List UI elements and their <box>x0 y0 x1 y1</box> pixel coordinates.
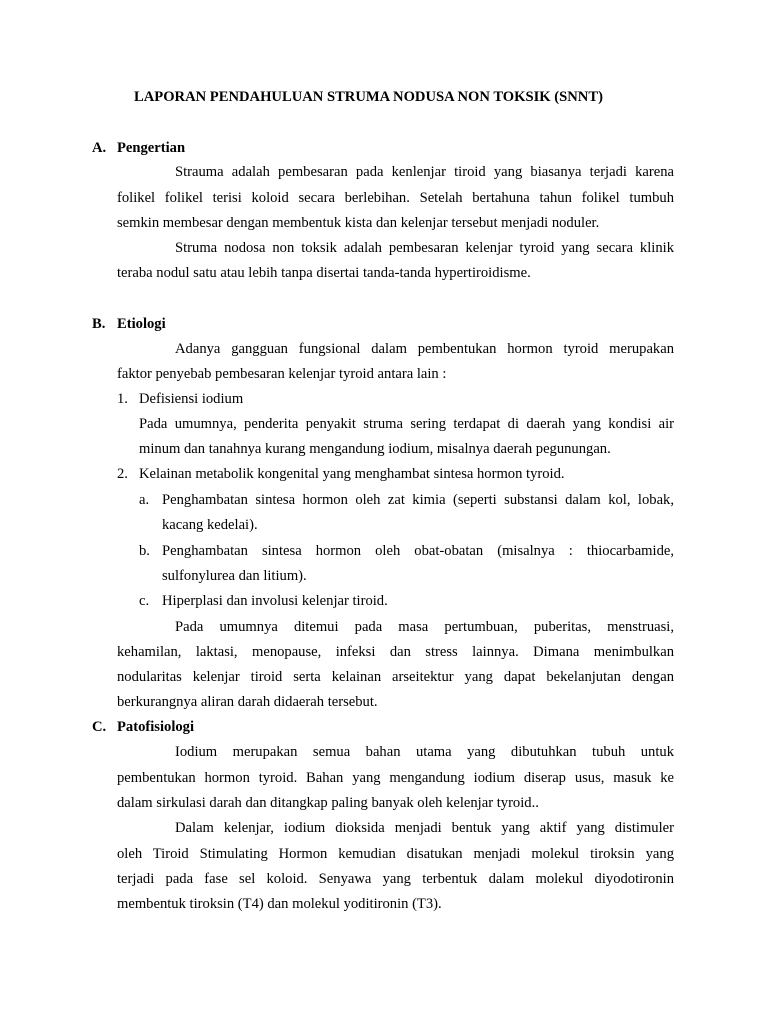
paragraph-line: Adanya gangguan fungsional dalam pembentukan hormon tyroid merupakan <box>175 341 674 357</box>
paragraph-line: folikel folikel terisi koloid secara berlebihan. Setelah bertahuna tahun folikel tumbuh <box>117 190 674 206</box>
list-marker-1: 1. <box>117 391 128 407</box>
paragraph-line: Strauma adalah pembesaran pada kenlenjar tiroid yang biasanya terjadi karena <box>175 164 674 180</box>
paragraph-line: membentuk tiroksin (T4) dan molekul yoditironin (T3). <box>117 896 442 912</box>
paragraph-line: minum dan tanahnya kurang mengandung iodium, misalnya daerah pegunungan. <box>139 441 611 457</box>
paragraph-line: teraba nodul satu atau lebih tanpa disertai tanda-tanda hypertiroidisme. <box>117 265 531 281</box>
paragraph-line: Hiperplasi dan involusi kelenjar tiroid. <box>162 593 388 609</box>
section-b-heading: Etiologi <box>117 316 166 332</box>
paragraph-line: dalam sirkulasi darah dan ditangkap paling banyak oleh kelenjar tyroid.. <box>117 795 539 811</box>
sublist-marker-c: c. <box>139 593 150 609</box>
paragraph-line: Iodium merupakan semua bahan utama yang dibutuhkan tubuh untuk <box>175 744 674 760</box>
list-item-1-title: Defisiensi iodium <box>139 391 244 407</box>
paragraph-line: berkurangnya aliran darah didaerah tersebut. <box>117 694 378 710</box>
sublist-marker-a: a. <box>139 492 150 508</box>
paragraph-line: Pada umumnya ditemui pada masa pertumbuan, puberitas, menstruasi, <box>175 619 674 635</box>
paragraph-line: terjadi pada fase sel koloid. Senyawa yang terbentuk dalam molekul diyodotironin <box>117 871 674 887</box>
list-marker-2: 2. <box>117 466 128 482</box>
section-c-marker: C. <box>92 719 107 735</box>
paragraph-line: faktor penyebab pembesaran kelenjar tyroid antara lain : <box>117 366 447 382</box>
sublist-marker-b: b. <box>139 543 150 559</box>
paragraph-line: kehamilan, laktasi, menopause, infeksi dan stress lainnya. Dimana menimbulkan <box>117 644 674 660</box>
section-a-heading: Pengertian <box>117 140 186 156</box>
paragraph-line: Struma nodosa non toksik adalah pembesaran kelenjar tyroid yang secara klinik <box>175 240 674 256</box>
paragraph-line: Penghambatan sintesa hormon oleh zat kimia (seperti substansi dalam kol, lobak, <box>162 492 674 508</box>
section-a-marker: A. <box>92 140 107 156</box>
paragraph-line: Dalam kelenjar, iodium dioksida menjadi bentuk yang aktif yang distimuler <box>175 820 674 836</box>
section-c-heading: Patofisiologi <box>117 719 195 735</box>
paragraph-line: kacang kedelai). <box>162 517 258 533</box>
paragraph-line: Pada umumnya, penderita penyakit struma sering terdapat di daerah yang kondisi air <box>139 416 674 432</box>
paragraph-line: oleh Tiroid Stimulating Hormon kemudian disatukan menjadi molekul tiroksin yang <box>117 846 674 862</box>
paragraph-line: sulfonylurea dan litium). <box>162 568 307 584</box>
paragraph-line: semkin membesar dengan membentuk kista dan kelenjar tersebut menjadi noduler. <box>117 215 600 231</box>
paragraph-line: pembentukan hormon tyroid. Bahan yang mengandung iodium diserap usus, masuk ke <box>117 770 674 786</box>
document-title: LAPORAN PENDAHULUAN STRUMA NODUSA NON TOKSIK (SNNT) <box>134 89 603 105</box>
paragraph-line: nodularitas kelenjar tiroid serta kelainan arseitektur yang dapat bekelanjutan dengan <box>117 669 674 685</box>
paragraph-line: Penghambatan sintesa hormon oleh obat-obatan (misalnya : thiocarbamide, <box>162 543 674 559</box>
section-b-marker: B. <box>92 316 106 332</box>
list-item-2-title: Kelainan metabolik kongenital yang menghambat sintesa hormon tyroid. <box>139 466 565 482</box>
